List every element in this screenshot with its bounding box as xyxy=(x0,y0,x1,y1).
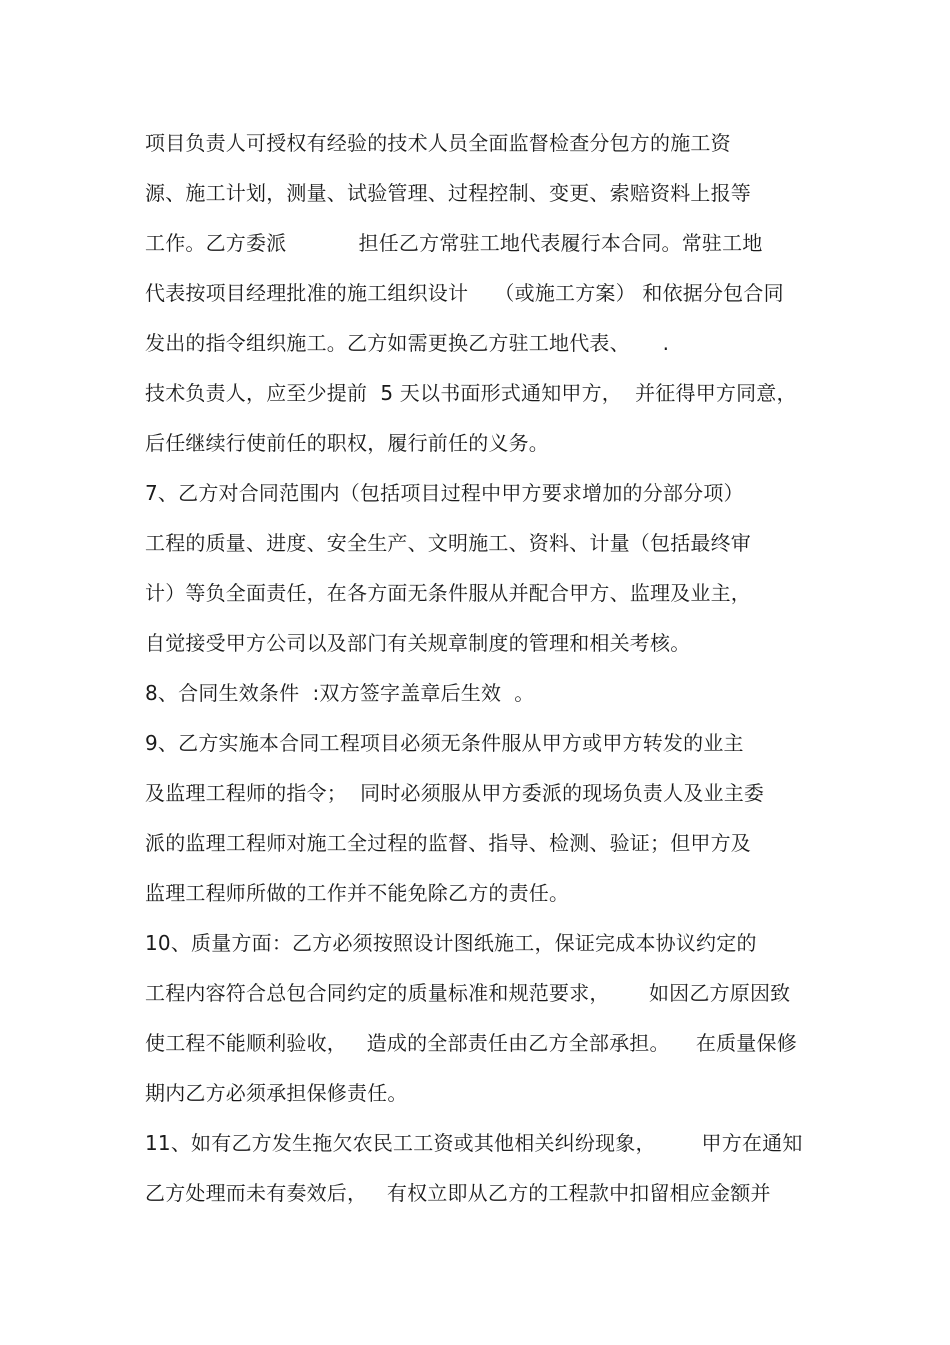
paragraph-line: 技术负责人，应至少提前 5 天以书面形式通知甲方， 并征得甲方同意， xyxy=(145,381,797,405)
paragraph-line: 使工程不能顺利验收， 造成的全部责任由乙方全部承担。 在质量保修 xyxy=(145,1031,797,1055)
clause-10-line: 10、质量方面：乙方必须按照设计图纸施工，保证完成本协议约定的 xyxy=(145,931,757,955)
clause-9-line: 9、乙方实施本合同工程项目必须无条件服从甲方或甲方转发的业主 xyxy=(145,731,744,755)
paragraph-line: 计）等负全面责任，在各方面无条件服从并配合甲方、监理及业主， xyxy=(145,581,751,605)
paragraph-line: 工程内容符合总包合同约定的质量标准和规范要求， 如因乙方原因致 xyxy=(145,981,791,1005)
paragraph-line: 派的监理工程师对施工全过程的监督、指导、检测、验证；但甲方及 xyxy=(145,831,751,855)
paragraph-line: 及监理工程师的指令； 同时必须服从甲方委派的现场负责人及业主委 xyxy=(145,781,765,805)
paragraph-line: 期内乙方必须承担保修责任。 xyxy=(145,1081,408,1105)
clause-11-line: 11、如有乙方发生拖欠农民工工资或其他相关纠纷现象， 甲方在通知 xyxy=(145,1131,803,1155)
paragraph-line: 发出的指令组织施工。乙方如需更换乙方驻工地代表、 . xyxy=(145,331,670,355)
paragraph-line: 工作。乙方委派 担任乙方常驻工地代表履行本合同。常驻工地 xyxy=(145,231,763,255)
paragraph-line: 乙方处理而未有奏效后， 有权立即从乙方的工程款中扣留相应金额并 xyxy=(145,1181,771,1205)
paragraph-line: 自觉接受甲方公司以及部门有关规章制度的管理和相关考核。 xyxy=(145,631,691,655)
clause-8-line: 8、合同生效条件 :双方签字盖章后生效 。 xyxy=(145,681,535,705)
paragraph-line: 后任继续行使前任的职权，履行前任的义务。 xyxy=(145,431,549,455)
paragraph-line: 项目负责人可授权有经验的技术人员全面监督检查分包方的施工资 xyxy=(145,131,731,155)
paragraph-line: 源、施工计划，测量、试验管理、过程控制、变更、索赔资料上报等 xyxy=(145,181,751,205)
paragraph-line: 工程的质量、进度、安全生产、文明施工、资料、计量（包括最终审 xyxy=(145,531,751,555)
paragraph-line: 监理工程师所做的工作并不能免除乙方的责任。 xyxy=(145,881,570,905)
clause-7-line: 7、乙方对合同范围内（包括项目过程中甲方要求增加的分部分项） xyxy=(145,481,744,505)
paragraph-line: 代表按项目经理批准的施工组织设计 （或施工方案） 和依据分包合同 xyxy=(145,281,784,305)
